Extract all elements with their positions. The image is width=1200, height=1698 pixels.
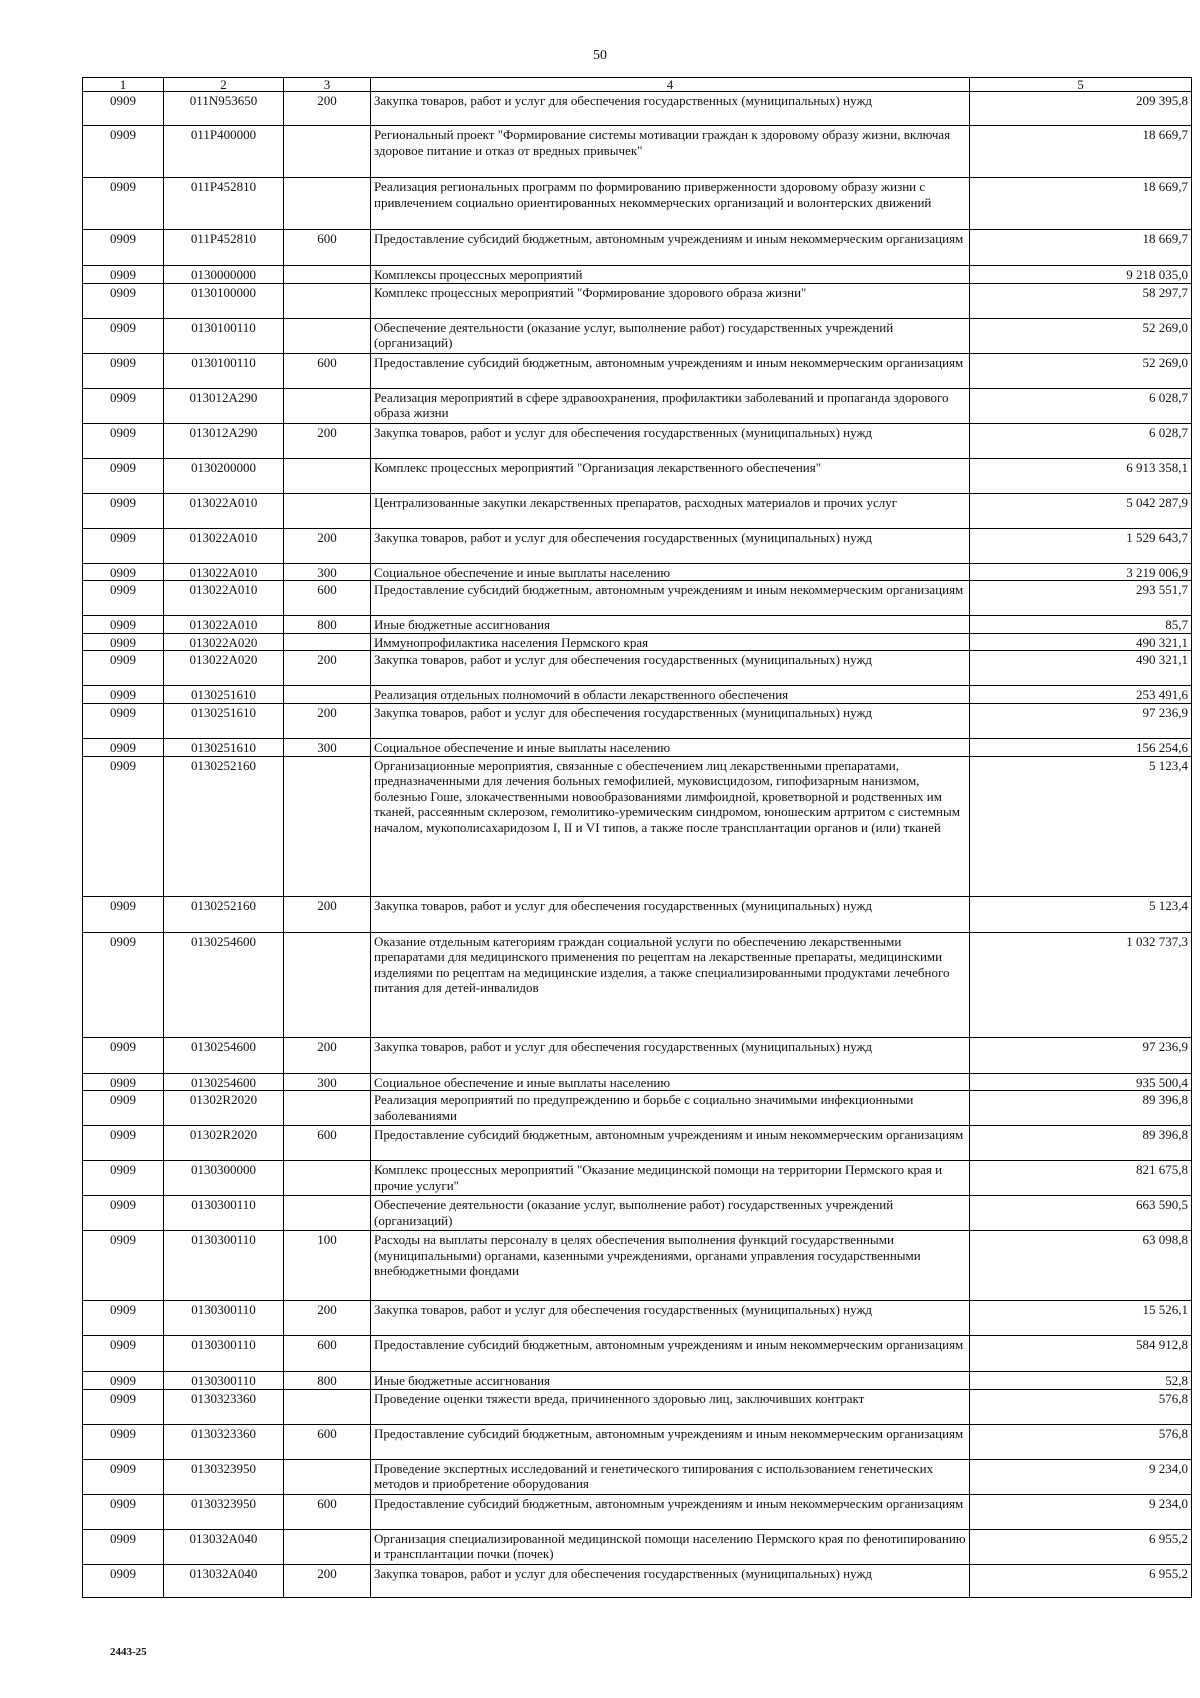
item-name-cell: Социальное обеспечение и иные выплаты населению [371, 563, 970, 581]
section-code-cell: 0909 [83, 1196, 164, 1231]
target-article-code-cell: 0130000000 [164, 266, 284, 284]
expense-type-code-cell [284, 1529, 371, 1564]
item-name-cell: Предоставление субсидий бюджетным, автономным учреждениям и иным некоммерческим организациям [371, 1494, 970, 1529]
expense-type-code-cell: 200 [284, 1564, 371, 1597]
item-name-cell: Закупка товаров, работ и услуг для обеспечения государственных (муниципальных) нужд [371, 92, 970, 126]
target-article-code-cell: 0130300110 [164, 1372, 284, 1390]
item-name-cell: Социальное обеспечение и иные выплаты населению [371, 738, 970, 756]
section-code-cell: 0909 [83, 1126, 164, 1161]
item-name-cell: Реализация мероприятий по предупреждению и борьбе с социально значимыми инфекционными заболеваниями [371, 1091, 970, 1126]
amount-cell: 1 032 737,3 [970, 932, 1192, 1037]
target-article-code-cell: 013032A040 [164, 1529, 284, 1564]
header-col-4: 4 [371, 78, 970, 92]
expense-type-code-cell: 800 [284, 616, 371, 634]
amount-cell: 58 297,7 [970, 283, 1192, 318]
target-article-code-cell: 0130200000 [164, 458, 284, 493]
amount-cell: 6 955,2 [970, 1529, 1192, 1564]
target-article-code-cell: 013012A290 [164, 388, 284, 423]
item-name-cell: Закупка товаров, работ и услуг для обеспечения государственных (муниципальных) нужд [371, 896, 970, 932]
section-code-cell: 0909 [83, 1529, 164, 1564]
expense-type-code-cell: 600 [284, 1424, 371, 1459]
item-name-cell: Комплекс процессных мероприятий "Оказание медицинской помощи на территории Пермского края и прочие услуги" [371, 1161, 970, 1196]
section-code-cell: 0909 [83, 756, 164, 896]
target-article-code-cell: 013022A010 [164, 528, 284, 563]
budget-table [82, 77, 1192, 1598]
item-name-cell: Предоставление субсидий бюджетным, автономным учреждениям и иным некоммерческим организациям [371, 1424, 970, 1459]
amount-cell: 52 269,0 [970, 353, 1192, 388]
section-code-cell: 0909 [83, 896, 164, 932]
item-name-cell: Предоставление субсидий бюджетным, автономным учреждениям и иным некоммерческим организациям [371, 1336, 970, 1372]
item-name-cell: Предоставление субсидий бюджетным, автономным учреждениям и иным некоммерческим организациям [371, 581, 970, 616]
amount-cell: 293 551,7 [970, 581, 1192, 616]
section-code-cell: 0909 [83, 633, 164, 651]
amount-cell: 3 219 006,9 [970, 563, 1192, 581]
section-code-cell: 0909 [83, 1336, 164, 1372]
section-code-cell: 0909 [83, 581, 164, 616]
section-code-cell: 0909 [83, 1073, 164, 1091]
section-code-cell: 0909 [83, 1389, 164, 1424]
amount-cell: 490 321,1 [970, 633, 1192, 651]
section-code-cell: 0909 [83, 353, 164, 388]
item-name-cell: Реализация мероприятий в сфере здравоохранения, профилактики заболеваний и пропаганда здорового образа жизни [371, 388, 970, 423]
expense-type-code-cell: 600 [284, 1336, 371, 1372]
target-article-code-cell: 013022A010 [164, 581, 284, 616]
target-article-code-cell: 0130300110 [164, 1231, 284, 1301]
item-name-cell: Закупка товаров, работ и услуг для обеспечения государственных (муниципальных) нужд [371, 651, 970, 686]
table-row [83, 178, 1192, 230]
page-number: 50 [593, 48, 607, 63]
table-row [83, 230, 1192, 266]
expense-type-code-cell: 600 [284, 1494, 371, 1529]
table-row [83, 1424, 1192, 1459]
table-row [83, 756, 1192, 896]
expense-type-code-cell [284, 1459, 371, 1494]
table-row [83, 266, 1192, 284]
target-article-code-cell: 0130252160 [164, 756, 284, 896]
amount-cell: 15 526,1 [970, 1301, 1192, 1336]
section-code-cell: 0909 [83, 1037, 164, 1073]
item-name-cell: Централизованные закупки лекарственных препаратов, расходных материалов и прочих услуг [371, 493, 970, 528]
item-name-cell: Проведение экспертных исследований и генетического типирования с использованием генетических методов и приобретение оборудования [371, 1459, 970, 1494]
amount-cell: 52 269,0 [970, 318, 1192, 353]
table-row [83, 1196, 1192, 1231]
table-row [83, 1564, 1192, 1597]
table-row [83, 581, 1192, 616]
target-article-code-cell: 013012A290 [164, 423, 284, 458]
expense-type-code-cell: 300 [284, 1073, 371, 1091]
amount-cell: 5 123,4 [970, 896, 1192, 932]
target-article-code-cell: 011P400000 [164, 126, 284, 178]
table-row [83, 1372, 1192, 1390]
header-col-5: 5 [970, 78, 1192, 92]
section-code-cell: 0909 [83, 493, 164, 528]
target-article-code-cell: 01302R2020 [164, 1091, 284, 1126]
amount-cell: 6 028,7 [970, 423, 1192, 458]
item-name-cell: Предоставление субсидий бюджетным, автономным учреждениям и иным некоммерческим организациям [371, 230, 970, 266]
target-article-code-cell: 011P452810 [164, 230, 284, 266]
table-row [83, 633, 1192, 651]
section-code-cell: 0909 [83, 1091, 164, 1126]
item-name-cell: Проведение оценки тяжести вреда, причиненного здоровью лиц, заключивших контракт [371, 1389, 970, 1424]
expense-type-code-cell [284, 126, 371, 178]
amount-cell: 18 669,7 [970, 230, 1192, 266]
table-row [83, 896, 1192, 932]
amount-cell: 1 529 643,7 [970, 528, 1192, 563]
section-code-cell: 0909 [83, 318, 164, 353]
expense-type-code-cell: 200 [284, 423, 371, 458]
target-article-code-cell: 0130300110 [164, 1196, 284, 1231]
expense-type-code-cell [284, 1161, 371, 1196]
expense-type-code-cell: 200 [284, 703, 371, 738]
section-code-cell: 0909 [83, 616, 164, 634]
expense-type-code-cell [284, 756, 371, 896]
table-row [83, 92, 1192, 126]
section-code-cell: 0909 [83, 1231, 164, 1301]
section-code-cell: 0909 [83, 738, 164, 756]
expense-type-code-cell: 800 [284, 1372, 371, 1390]
section-code-cell: 0909 [83, 651, 164, 686]
expense-type-code-cell: 200 [284, 1037, 371, 1073]
expense-type-code-cell: 300 [284, 738, 371, 756]
table-row [83, 493, 1192, 528]
target-article-code-cell: 0130251610 [164, 738, 284, 756]
expense-type-code-cell [284, 1389, 371, 1424]
table-row [83, 126, 1192, 178]
target-article-code-cell: 013022A010 [164, 493, 284, 528]
item-name-cell: Предоставление субсидий бюджетным, автономным учреждениям и иным некоммерческим организациям [371, 353, 970, 388]
section-code-cell: 0909 [83, 92, 164, 126]
table-row [83, 686, 1192, 704]
expense-type-code-cell [284, 388, 371, 423]
item-name-cell: Закупка товаров, работ и услуг для обеспечения государственных (муниципальных) нужд [371, 528, 970, 563]
section-code-cell: 0909 [83, 703, 164, 738]
amount-cell: 63 098,8 [970, 1231, 1192, 1301]
target-article-code-cell: 0130254600 [164, 1037, 284, 1073]
expense-type-code-cell [284, 633, 371, 651]
amount-cell: 253 491,6 [970, 686, 1192, 704]
amount-cell: 584 912,8 [970, 1336, 1192, 1372]
expense-type-code-cell: 600 [284, 353, 371, 388]
item-name-cell: Организационные мероприятия, связанные с обеспечением лиц лекарственными препаратами, предназначенными для лечения больных гемофилией, муковисцидозом, гипофизарным нанизмом, болезнью Гоше, злокачественными новообразованиями лимфоидной, кроветворной и родственных им тканей, рассеянным склерозом, гемолитико-уремическим синдромом, юношеским артритом с системным началом, мукополисахаридозом I, II и VI типов, а также после трансплантации органов и (или) тканей [371, 756, 970, 896]
item-name-cell: Региональный проект "Формирование системы мотивации граждан к здоровому образу жизни, включая здоровое питание и отказ от вредных привычек" [371, 126, 970, 178]
section-code-cell: 0909 [83, 1301, 164, 1336]
target-article-code-cell: 01302R2020 [164, 1126, 284, 1161]
expense-type-code-cell: 200 [284, 651, 371, 686]
section-code-cell: 0909 [83, 528, 164, 563]
table-row [83, 1091, 1192, 1126]
item-name-cell: Комплексы процессных мероприятий [371, 266, 970, 284]
expense-type-code-cell: 600 [284, 1126, 371, 1161]
item-name-cell: Закупка товаров, работ и услуг для обеспечения государственных (муниципальных) нужд [371, 703, 970, 738]
table-row [83, 616, 1192, 634]
item-name-cell: Закупка товаров, работ и услуг для обеспечения государственных (муниципальных) нужд [371, 1037, 970, 1073]
target-article-code-cell: 0130323360 [164, 1424, 284, 1459]
expense-type-code-cell: 100 [284, 1231, 371, 1301]
expense-type-code-cell [284, 458, 371, 493]
target-article-code-cell: 0130300000 [164, 1161, 284, 1196]
section-code-cell: 0909 [83, 266, 164, 284]
amount-cell: 85,7 [970, 616, 1192, 634]
expense-type-code-cell: 200 [284, 92, 371, 126]
expense-type-code-cell: 300 [284, 563, 371, 581]
target-article-code-cell: 0130300110 [164, 1336, 284, 1372]
target-article-code-cell: 013022A020 [164, 651, 284, 686]
table-row [83, 563, 1192, 581]
expense-type-code-cell [284, 686, 371, 704]
item-name-cell: Иммунопрофилактика населения Пермского края [371, 633, 970, 651]
expense-type-code-cell [284, 178, 371, 230]
table-row [83, 1529, 1192, 1564]
table-row [83, 1494, 1192, 1529]
table-row [83, 1459, 1192, 1494]
section-code-cell: 0909 [83, 423, 164, 458]
item-name-cell: Комплекс процессных мероприятий "Организация лекарственного обеспечения" [371, 458, 970, 493]
expense-type-code-cell: 200 [284, 528, 371, 563]
expense-type-code-cell [284, 318, 371, 353]
target-article-code-cell: 013022A010 [164, 616, 284, 634]
table-row [83, 1037, 1192, 1073]
section-code-cell: 0909 [83, 932, 164, 1037]
target-article-code-cell: 013022A010 [164, 563, 284, 581]
target-article-code-cell: 0130251610 [164, 686, 284, 704]
amount-cell: 89 396,8 [970, 1091, 1192, 1126]
amount-cell: 935 500,4 [970, 1073, 1192, 1091]
target-article-code-cell: 0130323950 [164, 1494, 284, 1529]
item-name-cell: Социальное обеспечение и иные выплаты населению [371, 1073, 970, 1091]
section-code-cell: 0909 [83, 1564, 164, 1597]
target-article-code-cell: 0130100000 [164, 283, 284, 318]
amount-cell: 89 396,8 [970, 1126, 1192, 1161]
table-row [83, 1161, 1192, 1196]
section-code-cell: 0909 [83, 283, 164, 318]
item-name-cell: Оказание отдельным категориям граждан социальной услуги по обеспечению лекарственными препаратами для медицинского применения по рецептам на лекарственные препараты, медицинскими изделиями по рецептам на медицинские изделия, а также специализированными продуктами лечебного питания для детей-инвалидов [371, 932, 970, 1037]
target-article-code-cell: 0130254600 [164, 1073, 284, 1091]
section-code-cell: 0909 [83, 388, 164, 423]
expense-type-code-cell: 600 [284, 581, 371, 616]
item-name-cell: Закупка товаров, работ и услуг для обеспечения государственных (муниципальных) нужд [371, 423, 970, 458]
expense-type-code-cell: 600 [284, 230, 371, 266]
expense-type-code-cell [284, 1196, 371, 1231]
expense-type-code-cell [284, 1091, 371, 1126]
target-article-code-cell: 013022A020 [164, 633, 284, 651]
amount-cell: 5 123,4 [970, 756, 1192, 896]
header-col-1: 1 [83, 78, 164, 92]
section-code-cell: 0909 [83, 230, 164, 266]
item-name-cell: Обеспечение деятельности (оказание услуг, выполнение работ) государственных учреждений (организаций) [371, 1196, 970, 1231]
target-article-code-cell: 0130323950 [164, 1459, 284, 1494]
amount-cell: 97 236,9 [970, 703, 1192, 738]
section-code-cell: 0909 [83, 1372, 164, 1390]
section-code-cell: 0909 [83, 178, 164, 230]
table-row [83, 1126, 1192, 1161]
document-code: 2443-25 [110, 1646, 147, 1658]
amount-cell: 9 218 035,0 [970, 266, 1192, 284]
section-code-cell: 0909 [83, 686, 164, 704]
item-name-cell: Иные бюджетные ассигнования [371, 1372, 970, 1390]
amount-cell: 97 236,9 [970, 1037, 1192, 1073]
amount-cell: 209 395,8 [970, 92, 1192, 126]
section-code-cell: 0909 [83, 563, 164, 581]
item-name-cell: Закупка товаров, работ и услуг для обеспечения государственных (муниципальных) нужд [371, 1564, 970, 1597]
table-row [83, 738, 1192, 756]
amount-cell: 5 042 287,9 [970, 493, 1192, 528]
amount-cell: 6 955,2 [970, 1564, 1192, 1597]
amount-cell: 490 321,1 [970, 651, 1192, 686]
item-name-cell: Организация специализированной медицинской помощи населению Пермского края по фенотипированию и трансплантации почки (почек) [371, 1529, 970, 1564]
header-col-2: 2 [164, 78, 284, 92]
target-article-code-cell: 013032A040 [164, 1564, 284, 1597]
section-code-cell: 0909 [83, 1494, 164, 1529]
table-row [83, 458, 1192, 493]
target-article-code-cell: 0130254600 [164, 932, 284, 1037]
table-row [83, 388, 1192, 423]
item-name-cell: Реализация региональных программ по формированию приверженности здоровому образу жизни с привлечением социально ориентированных некоммерческих организаций и волонтерских движений [371, 178, 970, 230]
amount-cell: 576,8 [970, 1424, 1192, 1459]
table-row [83, 528, 1192, 563]
target-article-code-cell: 011N953650 [164, 92, 284, 126]
section-code-cell: 0909 [83, 126, 164, 178]
table-row [83, 703, 1192, 738]
target-article-code-cell: 0130323360 [164, 1389, 284, 1424]
amount-cell: 18 669,7 [970, 126, 1192, 178]
table-row [83, 1301, 1192, 1336]
target-article-code-cell: 0130300110 [164, 1301, 284, 1336]
section-code-cell: 0909 [83, 1424, 164, 1459]
table-row [83, 1073, 1192, 1091]
amount-cell: 9 234,0 [970, 1459, 1192, 1494]
target-article-code-cell: 0130100110 [164, 353, 284, 388]
table-row [83, 1389, 1192, 1424]
expense-type-code-cell: 200 [284, 1301, 371, 1336]
target-article-code-cell: 0130100110 [164, 318, 284, 353]
expense-type-code-cell: 200 [284, 896, 371, 932]
table-row [83, 423, 1192, 458]
target-article-code-cell: 0130252160 [164, 896, 284, 932]
expense-type-code-cell [284, 493, 371, 528]
item-name-cell: Реализация отдельных полномочий в области лекарственного обеспечения [371, 686, 970, 704]
table-row [83, 353, 1192, 388]
section-code-cell: 0909 [83, 1161, 164, 1196]
table-row [83, 1231, 1192, 1301]
target-article-code-cell: 0130251610 [164, 703, 284, 738]
item-name-cell: Предоставление субсидий бюджетным, автономным учреждениям и иным некоммерческим организациям [371, 1126, 970, 1161]
item-name-cell: Закупка товаров, работ и услуг для обеспечения государственных (муниципальных) нужд [371, 1301, 970, 1336]
item-name-cell: Обеспечение деятельности (оказание услуг, выполнение работ) государственных учреждений (организаций) [371, 318, 970, 353]
header-row [83, 78, 1192, 92]
item-name-cell: Комплекс процессных мероприятий "Формирование здорового образа жизни" [371, 283, 970, 318]
amount-cell: 9 234,0 [970, 1494, 1192, 1529]
table-row [83, 318, 1192, 353]
amount-cell: 821 675,8 [970, 1161, 1192, 1196]
amount-cell: 663 590,5 [970, 1196, 1192, 1231]
table-row [83, 1336, 1192, 1372]
amount-cell: 6 913 358,1 [970, 458, 1192, 493]
item-name-cell: Иные бюджетные ассигнования [371, 616, 970, 634]
amount-cell: 52,8 [970, 1372, 1192, 1390]
table-row [83, 283, 1192, 318]
table-row [83, 932, 1192, 1037]
target-article-code-cell: 011P452810 [164, 178, 284, 230]
expense-type-code-cell [284, 932, 371, 1037]
expense-type-code-cell [284, 283, 371, 318]
section-code-cell: 0909 [83, 458, 164, 493]
table-row [83, 651, 1192, 686]
amount-cell: 156 254,6 [970, 738, 1192, 756]
expense-type-code-cell [284, 266, 371, 284]
amount-cell: 576,8 [970, 1389, 1192, 1424]
header-col-3: 3 [284, 78, 371, 92]
section-code-cell: 0909 [83, 1459, 164, 1494]
amount-cell: 18 669,7 [970, 178, 1192, 230]
item-name-cell: Расходы на выплаты персоналу в целях обеспечения выполнения функций государственными (муниципальными) органами, казенными учреждениями, органами управления государственными внебюджетными фондами [371, 1231, 970, 1301]
table-body [83, 78, 1192, 1598]
amount-cell: 6 028,7 [970, 388, 1192, 423]
